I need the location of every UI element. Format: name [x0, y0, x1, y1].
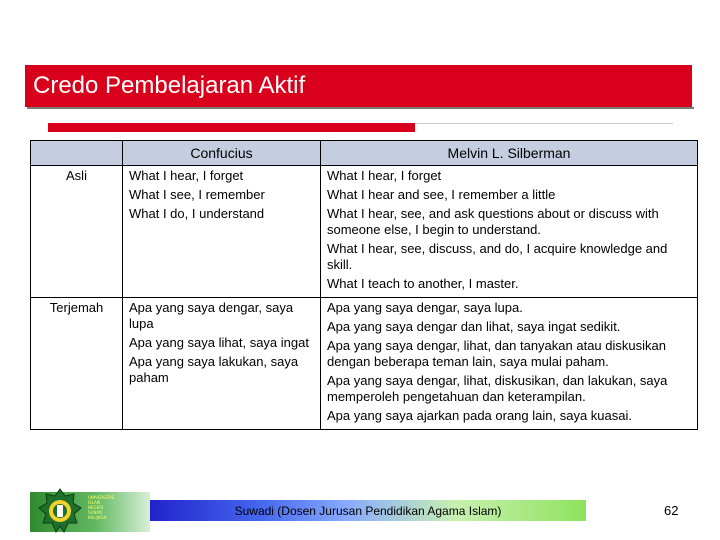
list-item: Apa yang saya dengar, lihat, dan tanyakan atau diskusikan dengan beberapa teman lain, saya mulai paham. [327, 338, 666, 369]
list-item: What I hear, see, discuss, and do, I acquire knowledge and skill. [327, 241, 668, 272]
university-name: UNIVERSITAS ISLAM NEGERI SUNAN KALIJAGA [88, 495, 115, 520]
cell-asli-confucius [123, 166, 321, 298]
list-item: What I hear, see, and ask questions about or discuss with someone else, I begin to understand. [327, 206, 659, 237]
title-shadow [27, 107, 694, 109]
credo-table [30, 140, 698, 430]
table-header-row [31, 141, 698, 166]
accent-line [415, 123, 673, 124]
cell-asli-silberman [321, 166, 698, 298]
table-row-terjemah [31, 298, 698, 430]
row-label-terjemah: Terjemah [31, 298, 123, 430]
list-item: Apa yang saya dengar, lihat, diskusikan, dan lakukan, saya memperoleh pengetahuan dan keterampilan. [327, 373, 668, 404]
list-item: What I do, I understand [129, 206, 265, 221]
footer-band [150, 500, 586, 521]
list-item: What I teach to another, I master. [327, 276, 519, 291]
list-item: What I hear, I forget [327, 168, 442, 183]
list-item: What I see, I remember [129, 187, 265, 202]
title-bar [25, 65, 692, 107]
accent-bar [48, 123, 415, 132]
list-item: Apa yang saya lakukan, saya paham [129, 354, 299, 385]
footer-author: Suwadi (Dosen Jurusan Pendidikan Agama Islam) [234, 503, 502, 518]
page-number: 62 [664, 503, 679, 518]
list-item: Apa yang saya lihat, saya ingat [129, 335, 309, 350]
row-label-asli: Asli [31, 166, 123, 298]
list-item: Apa yang saya dengar, saya lupa. [327, 300, 523, 315]
cell-terjemah-confucius [123, 298, 321, 430]
university-emblem-icon [36, 487, 84, 535]
list-item: What I hear and see, I remember a little [327, 187, 556, 202]
list-item: Apa yang saya dengar dan lihat, saya ingat sedikit. [327, 319, 621, 334]
list-item: What I hear, I forget [129, 168, 244, 183]
slide-title: Credo Pembelajaran Aktif [33, 72, 306, 99]
list-item: Apa yang saya dengar, saya lupa [129, 300, 294, 331]
header-empty [31, 141, 123, 166]
list-item: Apa yang saya ajarkan pada orang lain, saya kuasai. [327, 408, 632, 423]
cell-terjemah-silberman [321, 298, 698, 430]
header-confucius: Confucius [123, 141, 321, 166]
header-silberman: Melvin L. Silberman [321, 141, 698, 166]
table-row-asli [31, 166, 698, 298]
